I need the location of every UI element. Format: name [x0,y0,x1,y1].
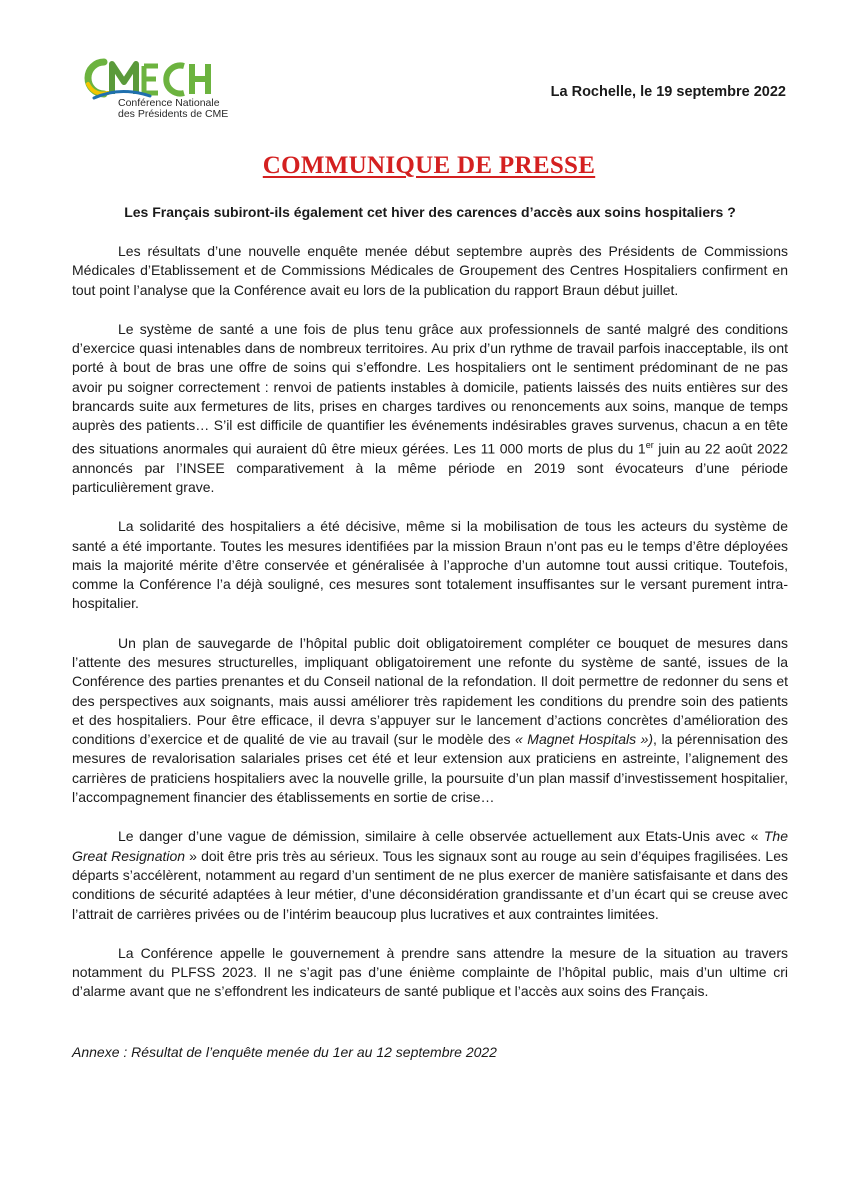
document-date: La Rochelle, le 19 septembre 2022 [550,84,786,100]
cmech-logo [80,56,250,126]
paragraph-5-part2: » doit être pris très au sérieux. Tous les signaux sont au rouge au sein d’équipes fragilisées. Les départs s’accélèrent, notamment au regard d’un sentiment de ne plus exercer de manière satisfaisante et dans des conditions de sécurité adaptées à leur métier, d’une déconsidération grandissante et d’un écart qui se creuse avec l’attrait de carrières privées ou de l’intérim beaucoup plus lucratives et aux contraintes limitées. [72,847,788,922]
paragraph-4-part2: , la pérennisation des mesures de revalorisation salariales prises cet été et leur extension aux praticiens en astreinte, l’alignement des carrières de praticiens hospitaliers avec la nouvelle grille, la poursuite d’un plan massif d’investissement hospitalier, l’accompagnement financier des établissements en sortie de crise… [72,731,788,806]
logo-subtitle [118,98,228,120]
cmech-logo-mark-icon [80,56,250,100]
paragraph-5-part1: Le danger d’une vague de démission, similaire à celle observée actuellement aux Etats-Unis avec « [118,828,764,845]
document-title-text: COMMUNIQUE DE PRESSE [262,152,596,179]
paragraph-2-part2: juin au 22 août 2022 annoncés par l’INSEE comparativement à la même période en 2019 sont évocateurs d’une période particulièrement grave. [72,440,789,495]
paragraph-4-part1: Un plan de sauvegarde de l’hôpital public doit obligatoirement compléter ce bouquet de mesures dans l’attente des mesures structurelles, impliquant obligatoirement une refonte du système de santé, issues de la Conférence des parties prenantes et du Conseil national de la refondation. Il doit permettre de redonner du sens et des perspectives aux soignants, mais aussi améliorer très rapidement les conditions du prendre soin des patients et des hospitaliers. Pour être efficace, il devra s’appuyer sur le lancement d’actions concrètes d’amélioration des conditions d’exercice et de qualité de vie au travail (sur le modèle des [72,634,788,748]
paragraph-5-italic: The Great Resignation [72,828,788,864]
annex-note: Annexe : Résultat de l’enquête menée du 1er au 12 septembre 2022 [72,1044,497,1060]
document-body [72,242,788,1022]
paragraph-5 [72,827,788,923]
paragraph-2-sup: er [645,439,654,450]
logo-subtitle-line1: Conférence Nationale [118,97,220,109]
paragraph-4 [72,634,788,808]
paragraph-2-part1: Le système de santé a une fois de plus tenu grâce aux professionnels de santé malgré des conditions d’exercice quasi intenables dans de nombreux territoires. Au prix d’un rythme de travail parfois inacceptable, ils ont porté à bout de bras une offre de soins qui s’effondre. Les hospitaliers ont le sentiment prédominant de ne pas avoir pu soigner correctement : renvoi de patients instables à domicile, patients laissés des nuits entières sur des brancards suite aux fermetures de lits, prises en charges tardives ou renoncements aux soins, manque de temps auprès des patients… S’il est difficile de quantifier les événements indésirables graves survenus, chacun a en tête des situations anormales qui auraient dû être mieux gérées. Les 11 000 morts de plus du 1 [72,320,788,457]
document-title [0,152,858,180]
paragraph-6: La Conférence appelle le gouvernement à prendre sans attendre la mesure de la situation au travers notamment du PLFSS 2023. Il ne s’agit pas d’une énième complainte de l’hôpital public, mais d’un ultime cri d’alarme avant que ne s’effondrent les indicateurs de santé publique et l’accès aux soins des Français. [72,944,788,1000]
paragraph-3: La solidarité des hospitaliers a été décisive, même si la mobilisation de tous les acteurs du système de santé a été importante. Toutes les mesures identifiées par la mission Braun n’ont pas eu le temps d’être déployées mais la majorité mérite d’être conservée et généralisée à l’approche d’un automne tout aussi critique. Toutefois, comme la Conférence l’a déjà souligné, ces mesures sont totalement insuffisantes sur le versant purement intra-hospitalier. [72,518,788,612]
logo-subtitle-line2: des Présidents de CME [118,108,229,120]
document-subtitle: Les Français subiront-ils également cet hiver des carences d’accès aux soins hospitaliers ? [124,204,736,220]
paragraph-1: Les résultats d’une nouvelle enquête menée début septembre auprès des Présidents de Commissions Médicales d’Etablissement et de Commissions Médicales de Groupement des Centres Hospitaliers confirment en tout point l’analyse que la Conférence avait eu lors de la publication du rapport Braun début juillet. [72,243,788,298]
paragraph-4-italic: « Magnet Hospitals ») [515,731,654,748]
paragraph-2 [72,320,788,497]
